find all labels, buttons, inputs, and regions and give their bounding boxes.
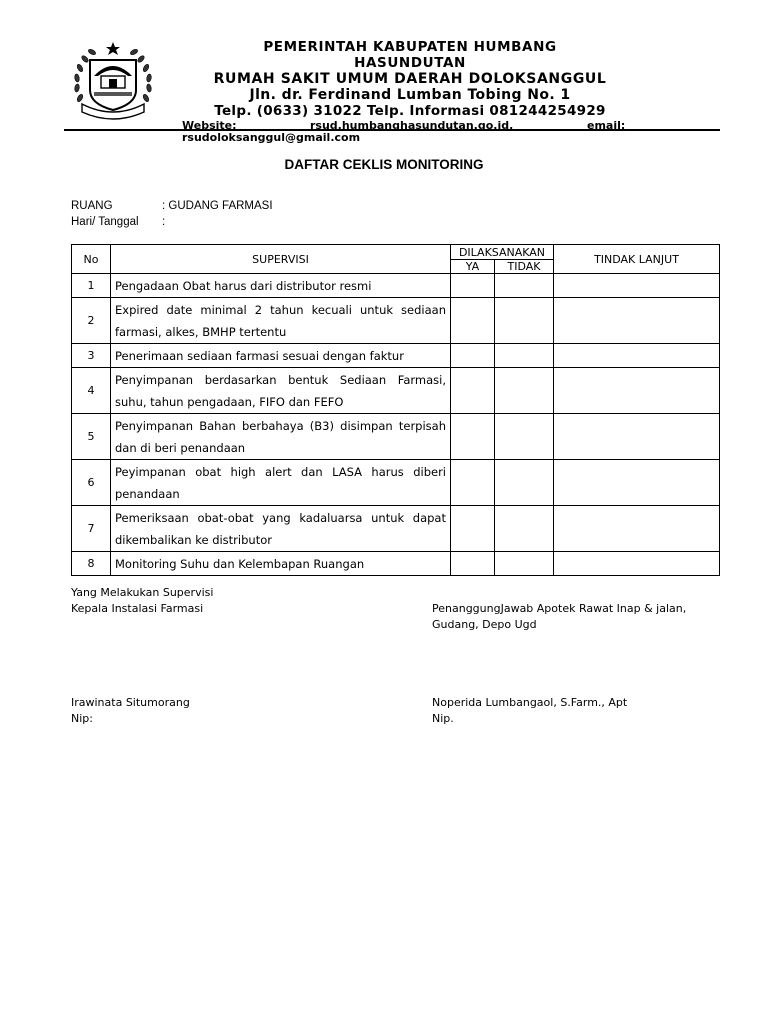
tidak-cell[interactable]	[495, 368, 554, 414]
tindak-lanjut-cell[interactable]	[554, 298, 720, 344]
hari-value: :	[162, 216, 166, 228]
ya-cell[interactable]	[451, 414, 495, 460]
header-government: PEMERINTAH KABUPATEN HUMBANG	[263, 39, 557, 55]
website-url[interactable]: rsud.humbanghasundutan.go.id,	[310, 119, 514, 132]
row-number: 8	[72, 552, 111, 576]
ya-cell[interactable]	[451, 460, 495, 506]
right-signer-position: PenanggungJawab Apotek Rawat Inap & jalan,	[432, 602, 687, 615]
email-label: email:	[587, 119, 626, 132]
row-supervisi: Penyimpanan berdasarkan bentuk Sediaan Farmasi, suhu, tahun pengadaan, FIFO dan FEFO	[111, 368, 451, 414]
table-row	[72, 274, 720, 298]
header-hospital: RUMAH SAKIT UMUM DAERAH DOLOKSANGGUL	[213, 71, 607, 87]
header-dilaksanakan: DILAKSANAKAN	[451, 245, 554, 260]
row-number: 7	[72, 506, 111, 552]
right-signer-unit: Gudang, Depo Ugd	[432, 618, 537, 631]
hari-label: Hari/ Tanggal	[71, 216, 139, 228]
row-number: 2	[72, 298, 111, 344]
row-supervisi: Monitoring Suhu dan Kelembapan Ruangan	[111, 552, 451, 576]
ya-cell[interactable]	[451, 274, 495, 298]
header-address: Jln. dr. Ferdinand Lumban Tobing No. 1	[249, 87, 571, 103]
header-ya: YA	[451, 260, 495, 274]
tidak-cell[interactable]	[495, 552, 554, 576]
tidak-cell[interactable]	[495, 274, 554, 298]
header-no: No	[72, 245, 111, 274]
row-supervisi: Pengadaan Obat harus dari distributor resmi	[111, 274, 451, 298]
tindak-lanjut-cell[interactable]	[554, 274, 720, 298]
tindak-lanjut-cell[interactable]	[554, 368, 720, 414]
tindak-lanjut-cell[interactable]	[554, 552, 720, 576]
right-signer-name: Noperida Lumbangaol, S.Farm., Apt	[432, 696, 628, 709]
regency-emblem-logo	[68, 38, 158, 122]
left-signer-name: Irawinata Situmorang	[71, 696, 190, 709]
tidak-cell[interactable]	[495, 414, 554, 460]
website-label: Website:	[182, 119, 237, 132]
tidak-cell[interactable]	[495, 344, 554, 368]
ruang-label: RUANG	[71, 200, 113, 212]
right-signer-nip: Nip.	[432, 712, 454, 725]
tindak-lanjut-cell[interactable]	[554, 344, 720, 368]
table-row	[72, 368, 720, 414]
left-signer-position: Kepala Instalasi Farmasi	[71, 602, 204, 615]
table-row	[72, 506, 720, 552]
ya-cell[interactable]	[451, 298, 495, 344]
ya-cell[interactable]	[451, 368, 495, 414]
row-supervisi: Penyimpanan Bahan berbahaya (B3) disimpan terpisah dan di beri penandaan	[111, 414, 451, 460]
tidak-cell[interactable]	[495, 298, 554, 344]
row-number: 5	[72, 414, 111, 460]
document-title: DAFTAR CEKLIS MONITORING	[284, 157, 484, 172]
header-tindak-lanjut: TINDAK LANJUT	[554, 245, 720, 274]
table-row	[72, 414, 720, 460]
header-tidak: TIDAK	[495, 260, 554, 274]
row-number: 3	[72, 344, 111, 368]
email-value[interactable]: rsudoloksanggul@gmail.com	[182, 131, 361, 144]
tidak-cell[interactable]	[495, 506, 554, 552]
checklist-table	[71, 244, 720, 576]
ya-cell[interactable]	[451, 344, 495, 368]
header-phone: Telp. (0633) 31022 Telp. Informasi 081244254929	[214, 103, 606, 119]
tindak-lanjut-cell[interactable]	[554, 414, 720, 460]
row-supervisi: Peyimpanan obat high alert dan LASA harus diberi penandaan	[111, 460, 451, 506]
table-row	[72, 552, 720, 576]
table-row	[72, 460, 720, 506]
row-supervisi: Expired date minimal 2 tahun kecuali untuk sediaan farmasi, alkes, BMHP tertentu	[111, 298, 451, 344]
row-number: 6	[72, 460, 111, 506]
row-number: 1	[72, 274, 111, 298]
tidak-cell[interactable]	[495, 460, 554, 506]
left-signer-nip: Nip:	[71, 712, 93, 725]
header-divider	[64, 129, 720, 131]
left-signer-role: Yang Melakukan Supervisi	[71, 586, 214, 599]
row-supervisi: Pemeriksaan obat-obat yang kadaluarsa untuk dapat dikembalikan ke distributor	[111, 506, 451, 552]
tindak-lanjut-cell[interactable]	[554, 460, 720, 506]
ruang-value: : GUDANG FARMASI	[162, 200, 273, 212]
row-supervisi: Penerimaan sediaan farmasi sesuai dengan faktur	[111, 344, 451, 368]
row-number: 4	[72, 368, 111, 414]
tindak-lanjut-cell[interactable]	[554, 506, 720, 552]
table-row	[72, 298, 720, 344]
ya-cell[interactable]	[451, 552, 495, 576]
ya-cell[interactable]	[451, 506, 495, 552]
header-regency: HASUNDUTAN	[354, 55, 466, 71]
table-row	[72, 344, 720, 368]
header-supervisi: SUPERVISI	[111, 245, 451, 274]
